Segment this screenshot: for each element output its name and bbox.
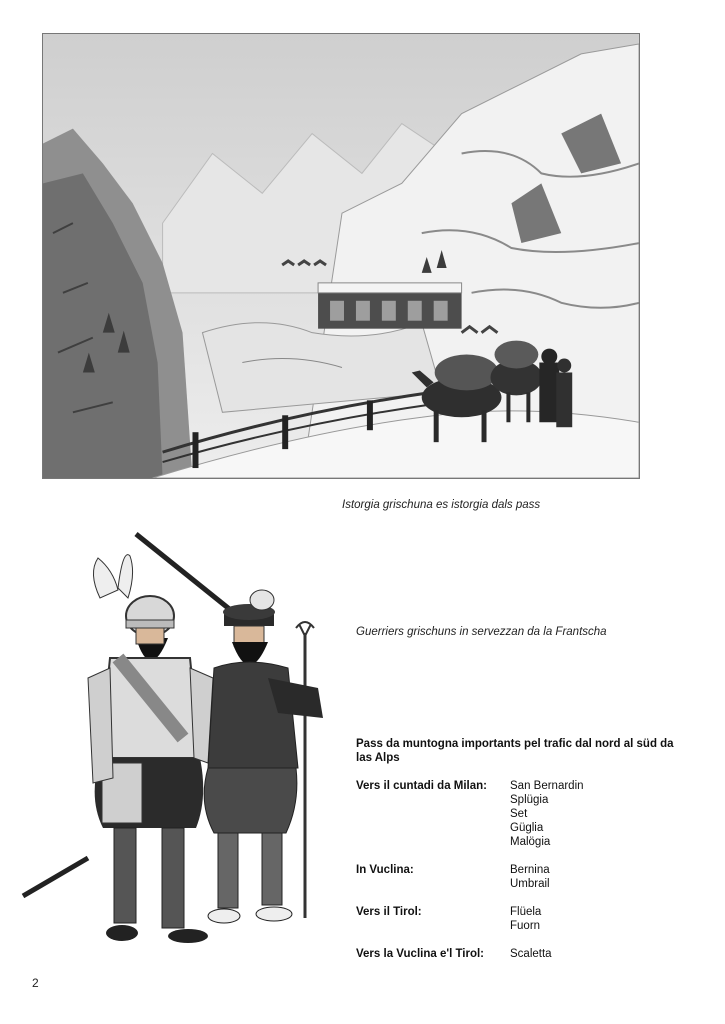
pass-list xyxy=(510,905,541,933)
soldiers-drawing xyxy=(18,528,340,970)
pass-group-region: In Vuclina: xyxy=(356,864,414,876)
landscape-caption: Istorgia grischuna es istorgia dals pass xyxy=(342,499,541,511)
pass-name: Set xyxy=(510,808,528,820)
pass-list xyxy=(510,863,550,891)
soldiers-caption: Guerriers grischuns in servezzan da la Frantscha xyxy=(356,626,607,638)
pass-group-region: Vers la Vuclina e'l Tirol: xyxy=(356,948,485,960)
pass-name: Splügia xyxy=(510,794,549,806)
pass-list xyxy=(510,779,584,849)
pass-name: Güglia xyxy=(510,822,544,834)
pass-name: Bernina xyxy=(510,864,550,876)
pass-list xyxy=(510,947,552,961)
pass-name: Flüela xyxy=(510,906,542,918)
pass-name: Umbrail xyxy=(510,878,550,890)
pass-name: Fuorn xyxy=(510,920,541,932)
pass-group-region: Vers il Tirol: xyxy=(356,906,422,918)
mountain-pass-drawing xyxy=(43,34,639,478)
soldiers-illustration xyxy=(18,528,340,970)
pass-name: Scaletta xyxy=(510,948,552,960)
pass-name: Malögia xyxy=(510,836,551,848)
pass-group-region: Vers il cuntadi da Milan: xyxy=(356,780,488,792)
pass-name: San Bernardin xyxy=(510,780,584,792)
passes-heading: Pass da muntogna importants pel trafic dal nord al süd da las Alps xyxy=(356,738,674,764)
page-number: 2 xyxy=(32,976,39,990)
mountain-pass-illustration xyxy=(42,33,640,479)
